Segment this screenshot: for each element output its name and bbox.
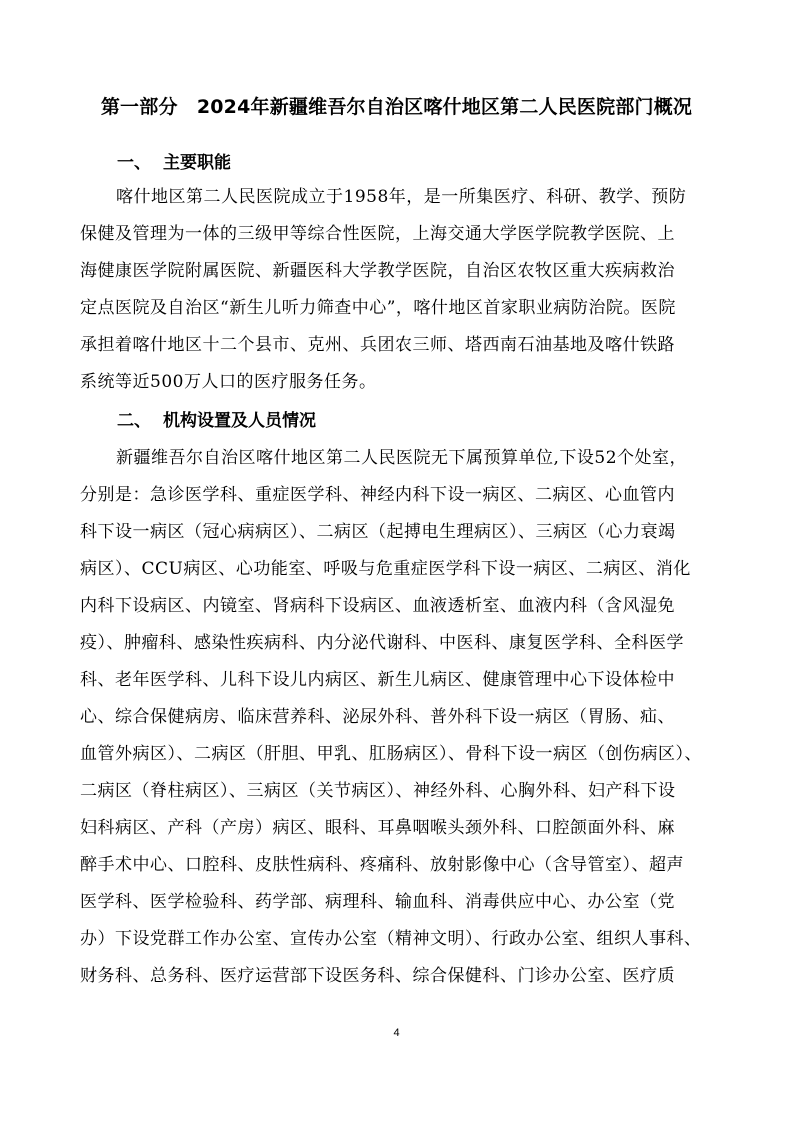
paragraph-line: 内科下设病区、内镜室、肾病科下设病区、血液透析室、血液内科（含风湿免	[80, 596, 675, 616]
section-number: 二、	[117, 411, 151, 431]
paragraph-line: 血管外病区）、二病区（肝胆、甲乳、肛肠病区）、骨科下设一病区（创伤病区）、	[80, 744, 702, 764]
paragraph-line: 醉手术中心、口腔科、皮肤性病科、疼痛科、放射影像中心（含导管室）、超声	[80, 855, 684, 875]
paragraph-line: 疫）、肿瘤科、感染性疾病科、内分泌代谢科、中医科、康复医学科、全科医学	[80, 633, 684, 653]
section-number: 一、	[117, 153, 151, 173]
paragraph-line: 喀什地区第二人民医院成立于1958年，是一所集医疗、科研、教学、预防	[116, 187, 687, 207]
paragraph-line: 医学科、医学检验科、药学部、病理科、输血科、消毒供应中心、办公室（党	[80, 892, 675, 912]
paragraph-line: 系统等近500万人口的医疗服务任务。	[80, 372, 377, 392]
page-number: 4	[393, 1027, 400, 1039]
paragraph-line: 承担着喀什地区十二个县市、克州、兵团农三师、塔西南石油基地及喀什铁路	[80, 335, 675, 355]
paragraph-line: 心、综合保健病房、临床营养科、泌尿外科、普外科下设一病区（胃肠、疝、	[80, 707, 675, 727]
paragraph-line: 科下设一病区（冠心病病区）、二病区（起搏电生理病区）、三病区（心力衰竭	[80, 522, 676, 542]
paragraph-line: 保健及管理为一体的三级甲等综合性医院，上海交通大学医学院教学医院、上	[80, 224, 675, 244]
paragraph-line: 定点医院及自治区“新生儿听力筛查中心”，喀什地区首家职业病防治院。医院	[80, 298, 676, 318]
paragraph-line: 分别是：急诊医学科、重症医学科、神经内科下设一病区、二病区、心血管内	[80, 485, 675, 505]
paragraph-line: 海健康医学院附属医院、新疆医科大学教学医院，自治区农牧区重大疾病救治	[80, 261, 675, 281]
paragraph-line: 妇科病区、产科（产房）病区、眼科、耳鼻咽喉头颈外科、口腔颌面外科、麻	[80, 818, 675, 838]
paragraph-line: 财务科、总务科、医疗运营部下设医务科、综合保健科、门诊办公室、医疗质	[80, 966, 675, 986]
paragraph-line: 新疆维吾尔自治区喀什地区第二人民医院无下属预算单位,下设52个处室，	[116, 448, 688, 468]
document-title: 第一部分 2024年新疆维吾尔自治区喀什地区第二人民医院部门概况	[100, 96, 693, 118]
section-heading-organization	[117, 406, 316, 431]
paragraph-line: 办）下设党群工作办公室、宣传办公室（精神文明）、行政办公室、组织人事科、	[80, 929, 702, 949]
paragraph-line: 科、老年医学科、儿科下设儿内病区、新生儿病区、健康管理中心下设体检中	[80, 670, 675, 690]
section-heading-main-functions	[117, 148, 231, 173]
paragraph-line: 病区）、CCU病区、心功能室、呼吸与危重症医学科下设一病区、二病区、消化	[80, 559, 691, 579]
paragraph-line: 二病区（脊柱病区）、三病区（关节病区）、神经外科、心胸外科、妇产科下设	[80, 781, 676, 801]
section-title: 机构设置及人员情况	[163, 411, 316, 431]
section-title: 主要职能	[163, 153, 231, 173]
